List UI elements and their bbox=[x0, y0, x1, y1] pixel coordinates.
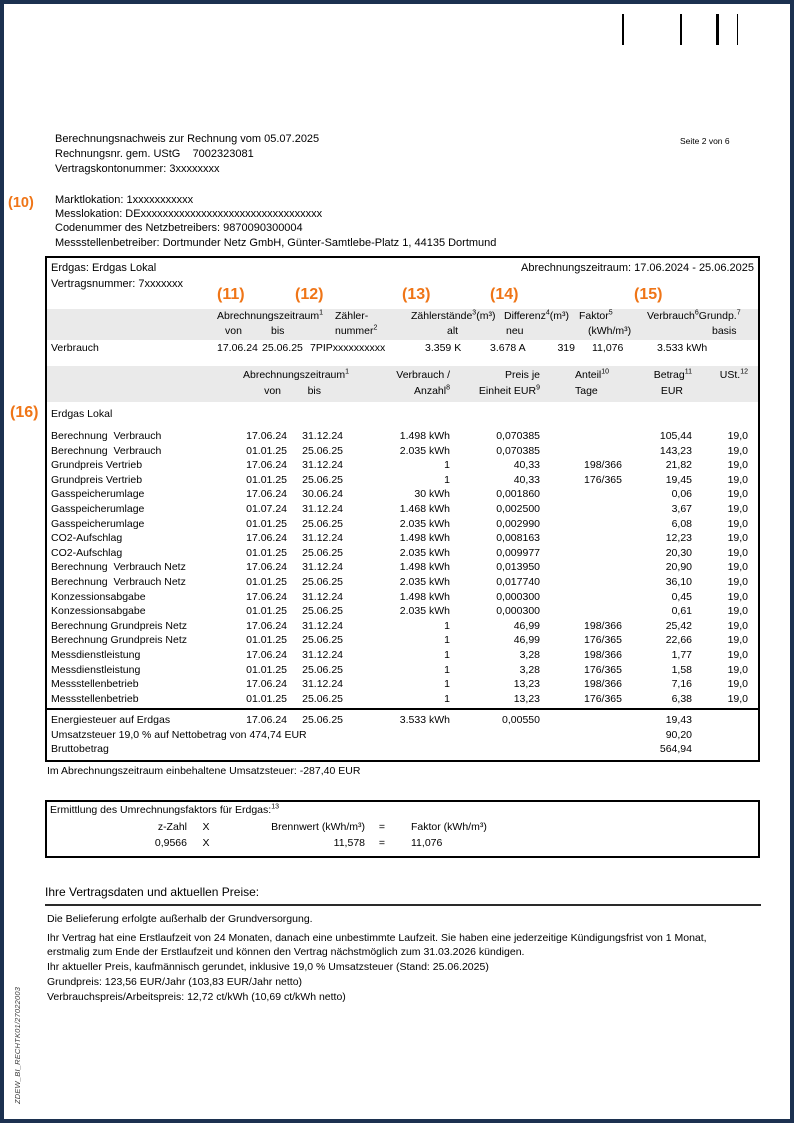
netzbetreiber-code-line: Codenummer des Netzbetreibers: 9870090300004 bbox=[55, 222, 303, 235]
row-menge: 1 bbox=[444, 634, 450, 647]
row-ust: 19,0 bbox=[727, 488, 748, 501]
row-menge: 30 kWh bbox=[414, 488, 450, 501]
row-betrag: 7,16 bbox=[671, 678, 692, 691]
table-row bbox=[47, 633, 758, 648]
row-ust: 19,0 bbox=[727, 663, 748, 676]
row-betrag: 25,42 bbox=[665, 619, 692, 632]
row-preis: 0,001860 bbox=[496, 488, 540, 501]
row-betrag: 6,38 bbox=[671, 692, 692, 705]
billing-box bbox=[45, 256, 760, 762]
meter-subcol-basis: basis bbox=[712, 325, 737, 337]
row-bis: 25.06.25 bbox=[302, 663, 343, 676]
row-bis: 31.12.24 bbox=[302, 532, 343, 545]
row-von: 01.01.25 bbox=[246, 663, 287, 676]
row-menge: 1.498 kWh bbox=[399, 532, 450, 545]
conversion-factor-box bbox=[45, 800, 760, 858]
meter-col-faktor: Faktor$^5$ bbox=[579, 309, 613, 322]
row-menge: 2.035 kWh bbox=[399, 444, 450, 457]
row-bis: 31.12.24 bbox=[302, 648, 343, 661]
row-ust: 19,0 bbox=[727, 590, 748, 603]
row-preis: 46,99 bbox=[513, 634, 540, 647]
pos-col-zeitraum: Abrechnungszeitraum$^1$ bbox=[243, 368, 350, 381]
table-row bbox=[47, 429, 758, 444]
row-ust: 19,0 bbox=[727, 502, 748, 515]
row-menge: 1.468 kWh bbox=[399, 502, 450, 515]
meter-row-bis: 25.06.25 bbox=[262, 342, 303, 354]
row-von: 17.06.24 bbox=[246, 488, 287, 501]
messlokation-line: Messlokation: DExxxxxxxxxxxxxxxxxxxxxxxxxxxxxxxxx bbox=[55, 208, 323, 221]
crop-mark bbox=[680, 14, 682, 45]
row-anteil bbox=[540, 546, 622, 561]
row-name: Berechnung Verbrauch bbox=[51, 444, 162, 457]
row-von: 01.01.25 bbox=[246, 634, 287, 647]
row-preis: 3,28 bbox=[519, 648, 540, 661]
ref-marker-14: (14) bbox=[490, 286, 519, 303]
row-ust: 19,0 bbox=[727, 575, 748, 588]
row-bis: 25.06.25 bbox=[302, 575, 343, 588]
row-ust: 19,0 bbox=[727, 430, 748, 442]
row-von: 01.01.25 bbox=[246, 575, 287, 588]
row-anteil: 176/365 bbox=[584, 473, 622, 486]
positions-table-body bbox=[47, 429, 758, 706]
row-anteil: 198/366 bbox=[584, 648, 622, 661]
row-name: Berechnung Verbrauch Netz bbox=[51, 575, 186, 588]
row-bis: 31.12.24 bbox=[302, 678, 343, 691]
row-name: Berechnung Verbrauch bbox=[51, 430, 162, 442]
row-menge: 1.498 kWh bbox=[399, 590, 450, 603]
row-anteil bbox=[540, 517, 622, 532]
row-menge: 2.035 kWh bbox=[399, 575, 450, 588]
row-menge: 1.498 kWh bbox=[399, 430, 450, 442]
row-menge: 1 bbox=[444, 473, 450, 486]
row-anteil: 176/365 bbox=[584, 692, 622, 705]
pos-subcol-bis: bis bbox=[307, 384, 321, 397]
invoice-number-line: Rechnungsnr. gem. UStG 7002323081 bbox=[55, 148, 254, 160]
pos-subcol-einheit: Einheit EUR$^9$ bbox=[478, 384, 540, 397]
crop-mark bbox=[737, 14, 738, 45]
row-preis: 0,070385 bbox=[496, 430, 540, 442]
row-von: 17.06.24 bbox=[246, 619, 287, 632]
row-ust: 19,0 bbox=[727, 648, 748, 661]
meter-row-von: 17.06.24 bbox=[217, 342, 258, 354]
row-name: Grundpreis Vertrieb bbox=[51, 459, 143, 472]
contract-number-label: Vertragsnummer: 7xxxxxxx bbox=[51, 278, 184, 290]
row-betrag: 3,67 bbox=[671, 502, 692, 515]
section-divider bbox=[45, 904, 761, 906]
row-anteil: 198/366 bbox=[584, 459, 622, 472]
row-anteil bbox=[540, 560, 622, 575]
row-anteil bbox=[540, 444, 622, 459]
row-name: Messstellenbetrieb bbox=[51, 692, 139, 705]
row-preis: 0,002500 bbox=[496, 502, 540, 515]
row-von: 01.01.25 bbox=[246, 692, 287, 705]
verbrauchspreis-line: Verbrauchspreis/Arbeitspreis: 12,72 ct/kWh (10,69 ct/kWh netto) bbox=[47, 990, 346, 1003]
row-anteil: 176/365 bbox=[584, 663, 622, 676]
row-preis: 46,99 bbox=[513, 619, 540, 632]
row-preis: 0,000300 bbox=[496, 590, 540, 603]
row-ust: 19,0 bbox=[727, 517, 748, 530]
row-von: 17.06.24 bbox=[246, 561, 287, 574]
meter-col-staende: Zählerstände$^3$(m³) bbox=[411, 309, 496, 322]
crop-mark bbox=[716, 14, 719, 45]
table-row bbox=[47, 531, 758, 546]
row-bis: 25.06.25 bbox=[302, 517, 343, 530]
row-preis: 0,009977 bbox=[496, 546, 540, 559]
row-bis: 31.12.24 bbox=[302, 590, 343, 603]
pos-col-betrag: Betrag$^{11}$ bbox=[653, 368, 692, 381]
pos-col-ust: USt.$^{12}$ bbox=[719, 368, 748, 381]
bruttobetrag-row: Bruttobetrag 564,94 bbox=[51, 742, 692, 755]
document-header bbox=[55, 132, 319, 177]
messstellenbetreiber-line: Messstellenbetreiber: Dortmunder Netz GmbH, Günter-Samtlebe-Platz 1, 44135 Dortmund bbox=[55, 236, 497, 249]
row-menge: 2.035 kWh bbox=[399, 605, 450, 618]
contract-term-line2: erstmalig zum Ende der Erstlaufzeit und können den Vertrag nächstmöglich zum 31.03.2026 kündigen. bbox=[47, 946, 525, 959]
row-betrag: 1,58 bbox=[671, 663, 692, 676]
row-preis: 0,070385 bbox=[496, 444, 540, 457]
row-menge: 1 bbox=[444, 678, 450, 691]
row-name: Berechnung Verbrauch Netz bbox=[51, 561, 186, 574]
table-row bbox=[47, 546, 758, 561]
meter-subcol-kwh-unit: (kWh/m³) bbox=[588, 325, 632, 337]
form-code-vertical: ZDEW_BI_RECHTK01/27022003 bbox=[13, 986, 22, 1104]
row-ust: 19,0 bbox=[727, 546, 748, 559]
row-bis: 25.06.25 bbox=[302, 634, 343, 647]
table-row bbox=[47, 444, 758, 459]
row-menge: 1 bbox=[444, 663, 450, 676]
row-von: 01.01.25 bbox=[246, 473, 287, 486]
row-ust: 19,0 bbox=[727, 605, 748, 618]
row-menge: 1 bbox=[444, 692, 450, 705]
row-betrag: 0,61 bbox=[671, 605, 692, 618]
table-row bbox=[47, 604, 758, 619]
row-bis: 25.06.25 bbox=[302, 444, 343, 457]
table-row bbox=[47, 473, 758, 488]
meter-row-differenz: 319 bbox=[557, 342, 575, 354]
row-bis: 31.12.24 bbox=[302, 561, 343, 574]
conversion-header-row: z-Zahl X Brennwert (kWh/m³) = Faktor (kWh/m³) bbox=[157, 821, 487, 833]
row-preis: 40,33 bbox=[513, 459, 540, 472]
row-betrag: 20,90 bbox=[665, 561, 692, 574]
row-ust: 19,0 bbox=[727, 619, 748, 632]
ref-marker-13: (13) bbox=[402, 286, 431, 303]
pos-col-verbrauch: Verbrauch / bbox=[396, 369, 450, 381]
contract-account-line: Vertragskontonummer: 3xxxxxxxx bbox=[55, 163, 220, 175]
row-bis: 25.06.25 bbox=[302, 546, 343, 559]
row-anteil bbox=[540, 604, 622, 619]
meter-row-nummer: 7PIPxxxxxxxxxx bbox=[310, 342, 386, 354]
grundpreis-line: Grundpreis: 123,56 EUR/Jahr (103,83 EUR/Jahr netto) bbox=[47, 975, 303, 988]
row-menge: 1 bbox=[444, 648, 450, 661]
billing-period-label: Abrechnungszeitraum: 17.06.2024 - 25.06.2025 bbox=[521, 262, 754, 274]
row-name: Gasspeicherumlage bbox=[51, 517, 145, 530]
row-name: Konzessionsabgabe bbox=[51, 590, 146, 603]
umsatzsteuer-row: Umsatzsteuer 19,0 % auf Nettobetrag von 474,74 EUR 90,20 bbox=[51, 728, 692, 741]
row-anteil bbox=[540, 590, 622, 605]
table-row bbox=[47, 677, 758, 692]
row-ust: 19,0 bbox=[727, 473, 748, 486]
row-preis: 3,28 bbox=[519, 663, 540, 676]
table-row bbox=[47, 619, 758, 634]
document-title: Berechnungsnachweis zur Rechnung vom 05.07.2025 bbox=[55, 133, 320, 145]
ref-marker-15: (15) bbox=[634, 286, 663, 303]
table-row bbox=[47, 517, 758, 532]
meter-subcol-nummer: nummer$^2$ bbox=[335, 324, 378, 337]
row-betrag: 19,45 bbox=[665, 473, 692, 486]
meter-subcol-alt: alt bbox=[447, 325, 459, 337]
row-name: Gasspeicherumlage bbox=[51, 488, 145, 501]
table-row bbox=[47, 590, 758, 605]
pos-col-anteil: Anteil$^{10}$ bbox=[575, 368, 610, 381]
row-menge: 1 bbox=[444, 459, 450, 472]
energiesteuer-row: Energiesteuer auf Erdgas 17.06.24 25.06.25 3.533 kWh 0,00550 19,43 bbox=[51, 714, 692, 726]
meter-col-differenz: Differenz$^4$(m³) bbox=[504, 309, 569, 322]
row-betrag: 0,45 bbox=[671, 590, 692, 603]
meter-col-zaehler: Zähler- bbox=[335, 310, 369, 322]
row-preis: 0,013950 bbox=[496, 561, 540, 574]
row-von: 01.01.25 bbox=[246, 444, 287, 457]
row-anteil bbox=[540, 575, 622, 590]
row-betrag: 22,66 bbox=[665, 634, 692, 647]
row-betrag: 20,30 bbox=[665, 546, 692, 559]
row-von: 17.06.24 bbox=[246, 648, 287, 661]
row-bis: 25.06.25 bbox=[302, 605, 343, 618]
row-von: 01.01.25 bbox=[246, 605, 287, 618]
meter-subcol-bis: bis bbox=[271, 325, 285, 337]
meter-col-zeitraum: Abrechnungszeitraum$^1$ bbox=[217, 309, 324, 322]
crop-mark bbox=[622, 14, 624, 45]
product-label: Erdgas: Erdgas Lokal bbox=[51, 262, 157, 274]
row-menge: 2.035 kWh bbox=[399, 517, 450, 530]
location-block bbox=[55, 193, 496, 250]
row-betrag: 21,82 bbox=[665, 459, 692, 472]
row-von: 01.07.24 bbox=[246, 502, 287, 515]
row-betrag: 0,06 bbox=[671, 488, 692, 501]
row-von: 01.01.25 bbox=[246, 546, 287, 559]
row-anteil bbox=[540, 487, 622, 502]
row-anteil: 176/365 bbox=[584, 634, 622, 647]
row-name: Konzessionsabgabe bbox=[51, 605, 146, 618]
conversion-title: Ermittlung des Umrechnungsfaktors für Erdgas:$^{13}$ bbox=[50, 803, 279, 816]
pos-subcol-anzahl: Anzahl$^8$ bbox=[413, 384, 450, 397]
table-row bbox=[47, 502, 758, 517]
meter-subcol-neu: neu bbox=[506, 325, 524, 337]
row-betrag: 105,44 bbox=[659, 430, 692, 442]
row-anteil bbox=[540, 531, 622, 546]
retained-vat-note: Im Abrechnungszeitraum einbehaltene Umsatzsteuer: -287,40 EUR bbox=[47, 765, 361, 777]
row-name: Gasspeicherumlage bbox=[51, 502, 145, 515]
row-von: 01.01.25 bbox=[246, 517, 287, 530]
row-menge: 1.498 kWh bbox=[399, 561, 450, 574]
row-bis: 25.06.25 bbox=[302, 473, 343, 486]
row-betrag: 36,10 bbox=[665, 575, 692, 588]
meter-row-verbrauch: 3.533 kWh bbox=[657, 342, 708, 354]
row-von: 17.06.24 bbox=[246, 430, 287, 442]
row-preis: 0,000300 bbox=[496, 605, 540, 618]
row-von: 17.06.24 bbox=[246, 590, 287, 603]
current-price-note: Ihr aktueller Preis, kaufmännisch gerundet, inklusive 19,0 % Umsatzsteuer (Stand: 25.06.2025) bbox=[47, 961, 489, 974]
table-row bbox=[47, 648, 758, 663]
row-von: 17.06.24 bbox=[246, 678, 287, 691]
table-row bbox=[47, 692, 758, 707]
ref-marker-16: (16) bbox=[10, 404, 39, 421]
row-name: CO2-Aufschlag bbox=[51, 546, 123, 559]
row-bis: 31.12.24 bbox=[302, 502, 343, 515]
row-preis: 0,008163 bbox=[496, 532, 540, 545]
ref-marker-10: (10) bbox=[8, 195, 34, 211]
row-preis: 0,017740 bbox=[496, 575, 540, 588]
totals-block bbox=[47, 708, 758, 756]
row-menge: 2.035 kWh bbox=[399, 546, 450, 559]
row-betrag: 12,23 bbox=[665, 532, 692, 545]
row-preis: 40,33 bbox=[513, 473, 540, 486]
contract-section-heading: Ihre Vertragsdaten und aktuellen Preise: bbox=[45, 885, 260, 899]
table-row bbox=[47, 575, 758, 590]
meter-row-neu: 3.678 A bbox=[490, 342, 526, 354]
row-ust: 19,0 bbox=[727, 444, 748, 457]
marktlokation-line: Marktlokation: 1xxxxxxxxxxx bbox=[55, 194, 194, 206]
meter-col-verbrauch-grundp: Verbrauch$^6$Grundp.$^7$ bbox=[647, 309, 741, 322]
ref-marker-12: (12) bbox=[295, 286, 324, 303]
row-betrag: 1,77 bbox=[671, 648, 692, 661]
row-anteil: 198/366 bbox=[584, 619, 622, 632]
pos-subcol-tage: Tage bbox=[575, 384, 598, 397]
row-name: CO2-Aufschlag bbox=[51, 532, 123, 545]
row-betrag: 6,08 bbox=[671, 517, 692, 530]
row-betrag: 143,23 bbox=[659, 444, 692, 457]
row-anteil bbox=[540, 429, 622, 444]
pos-subcol-eur: EUR bbox=[660, 384, 683, 397]
row-name: Berechnung Grundpreis Netz bbox=[51, 634, 187, 647]
row-von: 17.06.24 bbox=[246, 532, 287, 545]
row-ust: 19,0 bbox=[727, 634, 748, 647]
row-ust: 19,0 bbox=[727, 532, 748, 545]
row-anteil bbox=[540, 502, 622, 517]
table-row bbox=[47, 663, 758, 678]
section-label: Erdgas Lokal bbox=[51, 408, 113, 420]
row-preis: 13,23 bbox=[513, 678, 540, 691]
meter-row-alt: 3.359 K bbox=[425, 342, 462, 354]
row-preis: 13,23 bbox=[513, 692, 540, 705]
row-ust: 19,0 bbox=[727, 678, 748, 691]
meter-row-faktor: 11,076 bbox=[592, 342, 624, 354]
positions-table-header bbox=[47, 368, 758, 399]
row-ust: 19,0 bbox=[727, 692, 748, 705]
row-name: Messdienstleistung bbox=[51, 648, 141, 661]
row-bis: 31.12.24 bbox=[302, 459, 343, 472]
supply-note: Die Belieferung erfolgte außerhalb der Grundversorgung. bbox=[47, 913, 313, 925]
ref-marker-11: (11) bbox=[217, 286, 245, 303]
row-name: Berechnung Grundpreis Netz bbox=[51, 619, 187, 632]
table-row bbox=[47, 487, 758, 502]
row-preis: 0,002990 bbox=[496, 517, 540, 530]
table-row bbox=[47, 458, 758, 473]
row-ust: 19,0 bbox=[727, 561, 748, 574]
pos-subcol-von: von bbox=[264, 384, 281, 397]
page-indicator: Seite 2 von 6 bbox=[680, 136, 730, 146]
conversion-value-row: 0,9566 X 11,578 = 11,076 bbox=[154, 837, 443, 849]
row-bis: 31.12.24 bbox=[302, 430, 343, 442]
contract-term-line1: Ihr Vertrag hat eine Erstlaufzeit von 24 Monaten, danach eine unbestimmte Laufzeit. Sie haben eine jederzeitige Kündigungsfrist von 1 Monat, bbox=[47, 931, 707, 944]
row-bis: 25.06.25 bbox=[302, 692, 343, 705]
row-ust: 19,0 bbox=[727, 459, 748, 472]
row-menge: 1 bbox=[444, 619, 450, 632]
contract-section-body bbox=[47, 912, 707, 1004]
row-name: Messstellenbetrieb bbox=[51, 678, 139, 691]
row-anteil: 198/366 bbox=[584, 678, 622, 691]
table-row bbox=[47, 560, 758, 575]
meter-subcol-von: von bbox=[225, 325, 242, 337]
row-von: 17.06.24 bbox=[246, 459, 287, 472]
meter-row-label: Verbrauch bbox=[51, 342, 99, 354]
row-name: Grundpreis Vertrieb bbox=[51, 473, 143, 486]
row-bis: 31.12.24 bbox=[302, 619, 343, 632]
row-bis: 30.06.24 bbox=[302, 488, 343, 501]
row-name: Messdienstleistung bbox=[51, 663, 141, 676]
pos-col-preis-je: Preis je bbox=[504, 369, 540, 381]
